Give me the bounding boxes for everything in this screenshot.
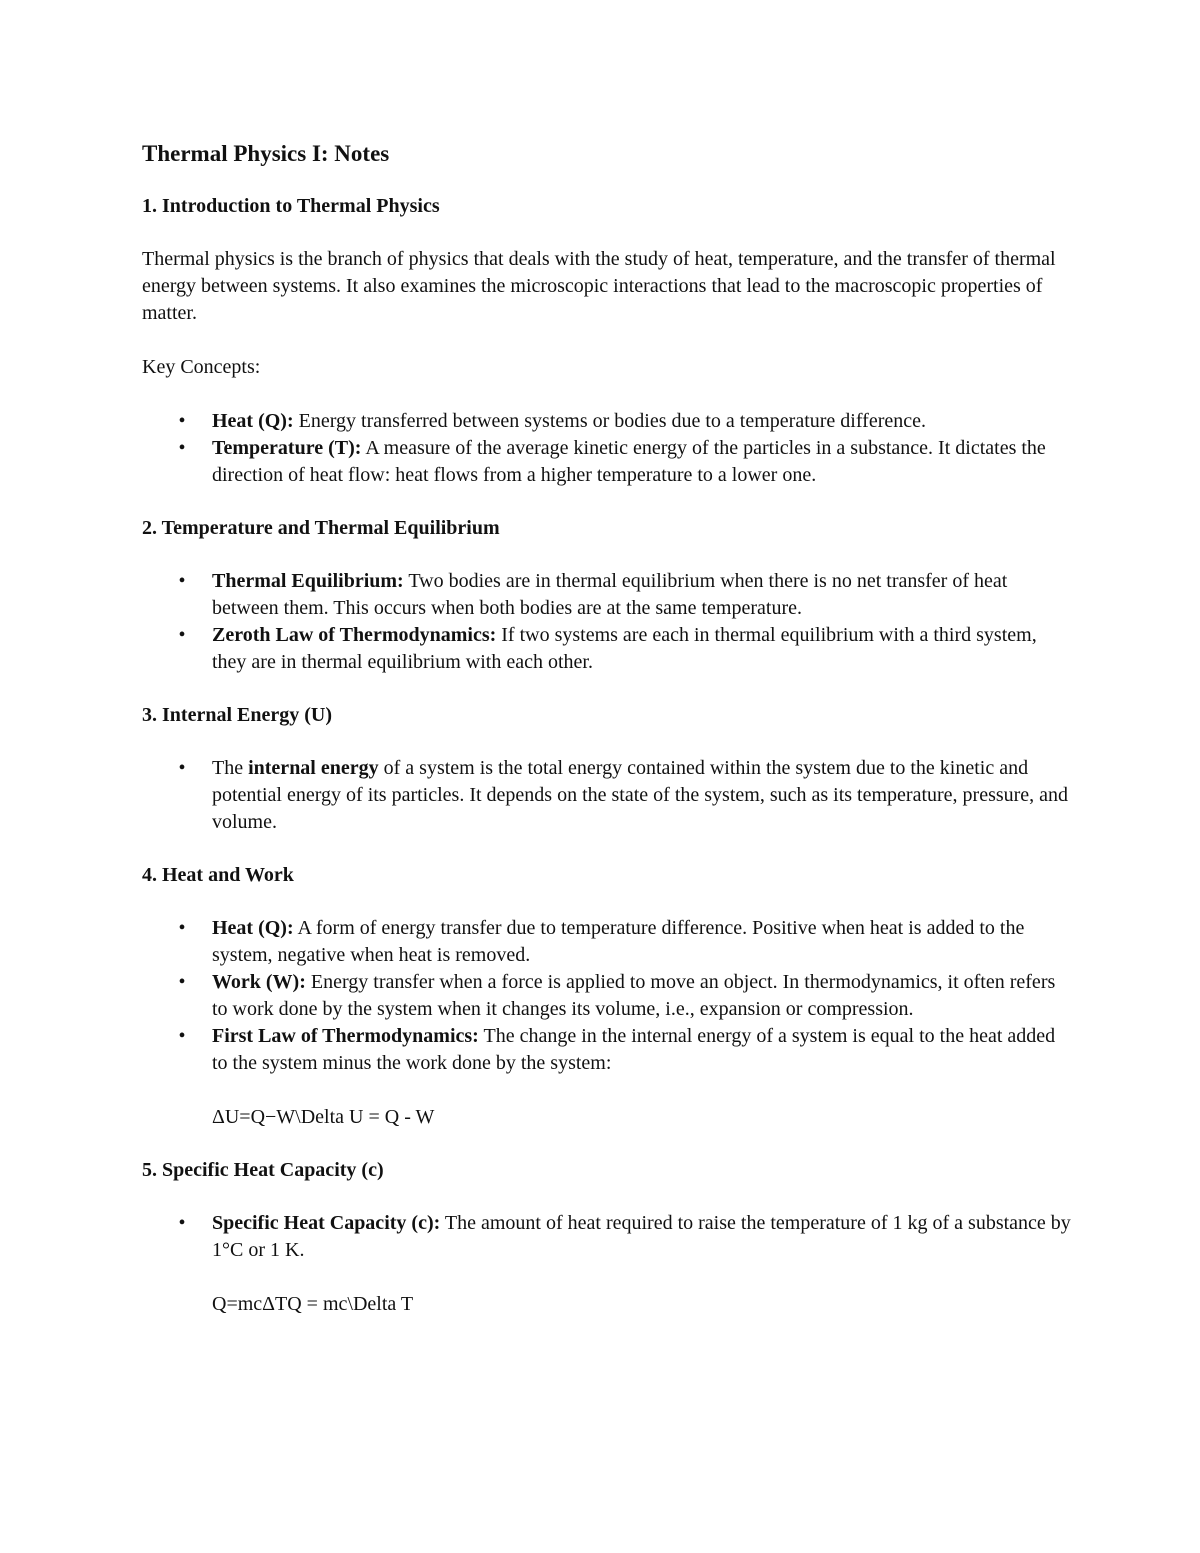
definition: Energy transferred between systems or bodies due to a temperature difference. bbox=[293, 409, 926, 432]
section-1-heading: 1. Introduction to Thermal Physics bbox=[142, 194, 440, 217]
definition: The amount of heat required to raise the temperature of 1 kg of a substance by 1°C or 1 K. bbox=[212, 1211, 1071, 1261]
section-4-heading: 4. Heat and Work bbox=[142, 863, 294, 886]
definition: A measure of the average kinetic energy of the particles in a substance. It dictates the direction of heat flow: heat flows from a higher temperature to a lower one. bbox=[212, 436, 1046, 486]
section-2-heading: 2. Temperature and Thermal Equilibrium bbox=[142, 516, 500, 539]
term: First Law of Thermodynamics: bbox=[212, 1024, 479, 1047]
definition: Two bodies are in thermal equilibrium when there is no net transfer of heat between them. This occurs when both bodies are at the same temperature. bbox=[212, 569, 1008, 619]
section-1-list bbox=[142, 408, 1072, 489]
term: Heat (Q): bbox=[212, 409, 294, 432]
document-title: Thermal Physics I: Notes bbox=[142, 141, 390, 166]
prefix: The bbox=[212, 756, 249, 779]
term: Work (W): bbox=[212, 970, 306, 993]
section-5-heading: 5. Specific Heat Capacity (c) bbox=[142, 1158, 384, 1181]
document-content bbox=[142, 140, 1072, 1345]
bullet-icon: • bbox=[178, 916, 186, 939]
list-item bbox=[142, 969, 1072, 1023]
bullet-icon: • bbox=[178, 756, 186, 779]
list-item bbox=[142, 568, 1072, 622]
section-1-intro: Thermal physics is the branch of physics that deals with the study of heat, temperature, and the transfer of thermal energy between systems. It also examines the microscopic interactions that lead to the macroscopic properties of matter. bbox=[142, 247, 1056, 324]
definition: If two systems are each in thermal equilibrium with a third system, they are in thermal equilibrium with each other. bbox=[212, 623, 1037, 673]
bullet-icon: • bbox=[178, 436, 186, 459]
bullet-icon: • bbox=[178, 1211, 186, 1234]
term: Zeroth Law of Thermodynamics: bbox=[212, 623, 497, 646]
bullet-icon: • bbox=[178, 409, 186, 432]
list-item bbox=[142, 408, 1072, 435]
section-5-list bbox=[142, 1210, 1072, 1318]
key-concepts-label: Key Concepts: bbox=[142, 355, 261, 378]
specific-heat-formula: Q=mcΔTQ = mc\Delta T bbox=[212, 1292, 414, 1315]
list-item bbox=[142, 1023, 1072, 1131]
list-item bbox=[142, 755, 1072, 836]
definition: The change in the internal energy of a system is equal to the heat added to the system minus the work done by the system: bbox=[212, 1024, 1056, 1074]
term: Thermal Equilibrium: bbox=[212, 569, 404, 592]
first-law-formula: ΔU=Q−W\Delta U = Q - W bbox=[212, 1105, 435, 1128]
bullet-icon: • bbox=[178, 1024, 186, 1047]
bullet-icon: • bbox=[178, 623, 186, 646]
section-3-heading: 3. Internal Energy (U) bbox=[142, 703, 332, 726]
section-2-list bbox=[142, 568, 1072, 676]
section-3-list bbox=[142, 755, 1072, 836]
bullet-icon: • bbox=[178, 569, 186, 592]
term: Temperature (T): bbox=[212, 436, 362, 459]
section-4-list bbox=[142, 915, 1072, 1131]
term: Specific Heat Capacity (c): bbox=[212, 1211, 441, 1234]
term: internal energy bbox=[248, 756, 379, 779]
definition: A form of energy transfer due to temperature difference. Positive when heat is added to the system, negative when heat is removed. bbox=[212, 916, 1025, 966]
list-item bbox=[142, 435, 1072, 489]
list-item bbox=[142, 622, 1072, 676]
definition: of a system is the total energy contained within the system due to the kinetic and potential energy of its particles. It depends on the state of the system, such as its temperature, pressure, and volume. bbox=[212, 756, 1069, 833]
term: Heat (Q): bbox=[212, 916, 294, 939]
list-item bbox=[142, 1210, 1072, 1318]
bullet-icon: • bbox=[178, 970, 186, 993]
definition: Energy transfer when a force is applied to move an object. In thermodynamics, it often refers to work done by the system when it changes its volume, i.e., expansion or compression. bbox=[212, 970, 1056, 1020]
list-item bbox=[142, 915, 1072, 969]
